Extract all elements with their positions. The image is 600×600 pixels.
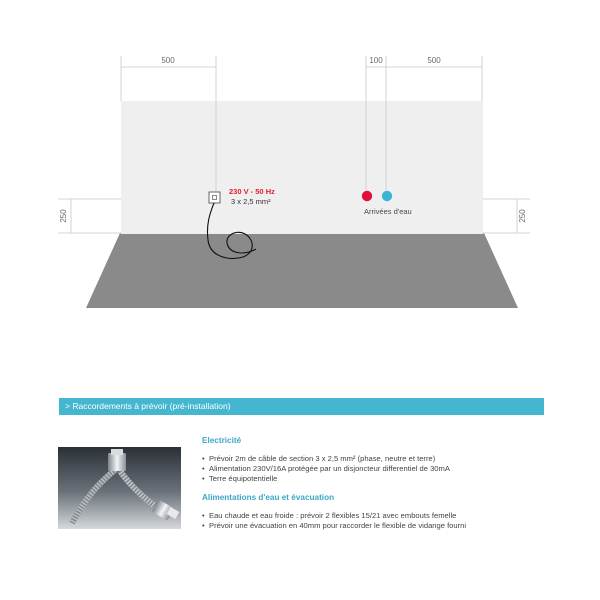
- water-inlets-label: Arrivées d'eau: [364, 207, 412, 216]
- hot-water-inlet-icon: [362, 191, 372, 201]
- floor: [86, 233, 518, 308]
- list-item: • Terre équipotentielle: [202, 474, 547, 484]
- flexible-hose-photo: [58, 447, 181, 529]
- cable-label: 3 x 2,5 mm²: [231, 197, 271, 206]
- list-item: • Prévoir une évacuation en 40mm pour raccorder le flexible de vidange fourni: [202, 521, 547, 531]
- electricity-title: Electricité: [202, 436, 242, 445]
- wall: [121, 101, 483, 234]
- section-header: > Raccordements à prévoir (pré-installation): [59, 398, 544, 415]
- requirements-content: [202, 436, 547, 531]
- power-outlet-box: [209, 192, 220, 203]
- electricity-list: [202, 454, 547, 484]
- dim-left-width: 500: [161, 56, 175, 65]
- cold-water-inlet-icon: [382, 191, 392, 201]
- dim-left-height: 250: [59, 209, 68, 223]
- dim-right-height: 250: [518, 209, 527, 223]
- dim-right-gap: 100: [369, 56, 383, 65]
- list-item: • Eau chaude et eau froide : prévoir 2 flexibles 15/21 avec embouts femelle: [202, 511, 547, 521]
- power-label: 230 V - 50 Hz: [229, 187, 275, 196]
- list-item: • Prévoir 2m de câble de section 3 x 2,5 mm² (phase, neutre et terre): [202, 454, 547, 464]
- water-title: Alimentations d'eau et évacuation: [202, 493, 335, 502]
- list-item: • Alimentation 230V/16A protégée par un disjoncteur differentiel de 30mA: [202, 464, 547, 474]
- dim-right-width: 500: [427, 56, 441, 65]
- water-list: [202, 511, 547, 531]
